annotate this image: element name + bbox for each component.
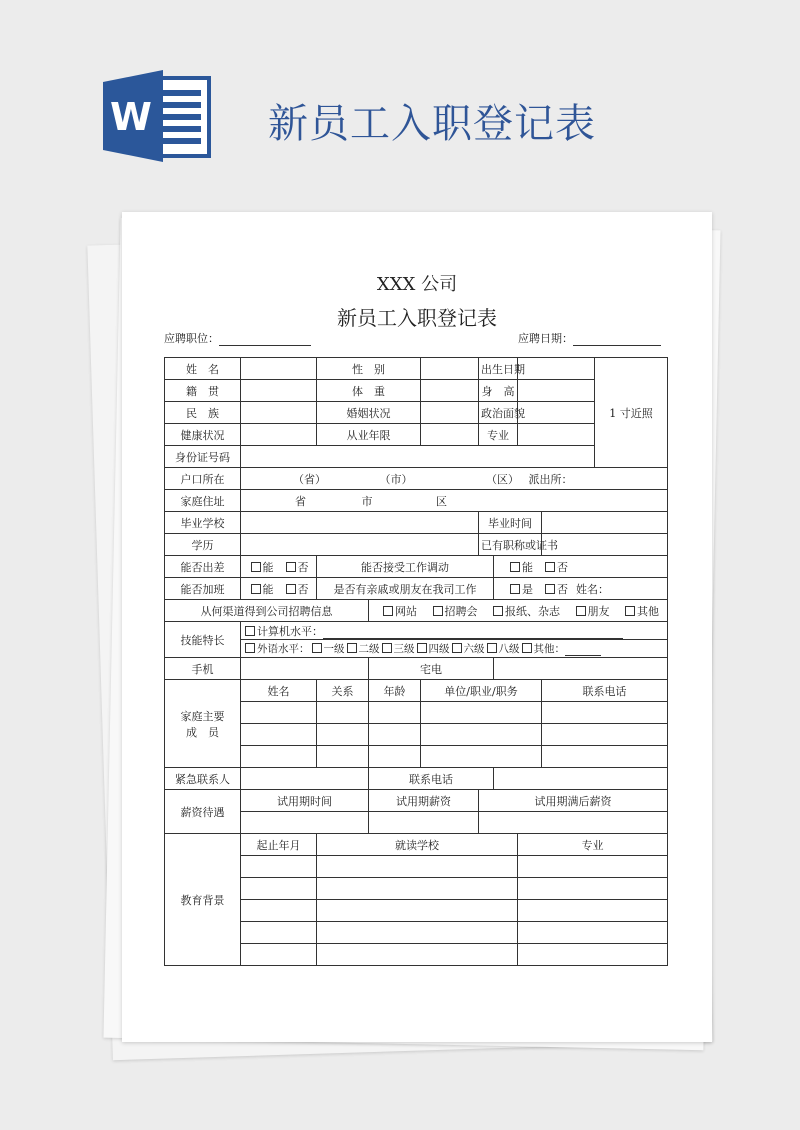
emergency-label: 紧急联系人 [165, 768, 241, 790]
channel-other-checkbox[interactable] [625, 606, 635, 616]
origin-cell[interactable] [241, 380, 317, 402]
edu-cell[interactable] [241, 856, 317, 878]
travel-label: 能否出差 [165, 556, 241, 578]
family-cell[interactable] [421, 702, 542, 724]
channel-fair-checkbox[interactable] [433, 606, 443, 616]
company-name: XXX 公司 [376, 274, 458, 295]
family-cell[interactable] [317, 724, 369, 746]
probation-time-header: 试用期时间 [241, 790, 369, 812]
relatives-no-label: 否 [557, 582, 568, 596]
computer-checkbox[interactable] [245, 626, 255, 636]
ethnicity-label: 民 族 [165, 402, 241, 424]
level-other-checkbox[interactable] [522, 643, 532, 653]
level-1-label: 一级 [323, 643, 345, 655]
channel-options [369, 600, 668, 622]
table-row [165, 944, 668, 966]
language-row [241, 640, 668, 658]
family-cell[interactable] [317, 746, 369, 768]
family-relation-header: 关系 [317, 680, 369, 702]
family-cell[interactable] [369, 724, 421, 746]
channel-fair-label: 招聘会 [444, 604, 478, 618]
level-1-checkbox[interactable] [312, 643, 322, 653]
relatives-no-checkbox[interactable] [545, 584, 555, 594]
channel-web-checkbox[interactable] [383, 606, 393, 616]
marital-cell[interactable] [421, 402, 479, 424]
years-label: 从业年限 [317, 424, 421, 446]
relatives-name-label: 姓名： [576, 582, 609, 596]
grad-time-label: 毕业时间 [479, 512, 542, 534]
birth-cell[interactable] [518, 358, 595, 380]
education-label: 学历 [165, 534, 241, 556]
family-label-line1: 家庭主要 [180, 709, 225, 723]
education-cell[interactable] [241, 534, 479, 556]
computer-row [241, 622, 668, 640]
gender-cell[interactable] [421, 358, 479, 380]
family-label-line2: 成 员 [186, 725, 219, 739]
salary-label: 薪资待遇 [165, 790, 241, 834]
school-label: 毕业学校 [165, 512, 241, 534]
id-label: 身份证号码 [165, 446, 241, 468]
family-cell[interactable] [542, 702, 668, 724]
hukou-district: （区） [486, 472, 519, 486]
edu-period-header: 起止年月 [241, 834, 317, 856]
school-cell[interactable] [241, 512, 479, 534]
table-row [165, 878, 668, 900]
document-page [122, 212, 712, 1042]
hukou-city: （市） [379, 472, 413, 486]
family-job-header: 单位/职业/职务 [421, 680, 542, 702]
marital-label: 婚姻状况 [317, 402, 421, 424]
edu-cell[interactable] [317, 944, 518, 966]
politics-cell[interactable] [518, 402, 595, 424]
language-checkbox[interactable] [245, 643, 255, 653]
hukou-cell[interactable] [241, 468, 668, 490]
overtime-yes-label: 能 [262, 582, 274, 596]
probation-salary-cell[interactable] [369, 812, 479, 834]
birth-label: 出生日期 [479, 358, 518, 380]
home-province: 省 [295, 494, 306, 508]
level-4-checkbox[interactable] [417, 643, 427, 653]
edu-cell[interactable] [241, 900, 317, 922]
overtime-options [241, 578, 317, 600]
politics-label: 政治面貌 [479, 402, 518, 424]
level-2-checkbox[interactable] [347, 643, 357, 653]
id-cell[interactable] [241, 446, 595, 468]
table-row [165, 702, 668, 724]
mobile-label: 手机 [165, 658, 241, 680]
family-cell[interactable] [369, 746, 421, 768]
channel-other-label: 其他 [637, 604, 659, 618]
origin-label: 籍 贯 [165, 380, 241, 402]
channel-web-label: 网站 [395, 604, 417, 618]
level-2-label: 二级 [358, 643, 380, 655]
transfer-yes-checkbox[interactable] [510, 562, 520, 572]
family-cell[interactable] [241, 746, 317, 768]
transfer-options [494, 556, 668, 578]
level-8-checkbox[interactable] [487, 643, 497, 653]
registration-table [164, 357, 668, 966]
health-cell[interactable] [241, 424, 317, 446]
edu-cell[interactable] [518, 922, 668, 944]
edu-school-header: 就读学校 [317, 834, 518, 856]
channel-friend-label: 朋友 [587, 604, 610, 618]
computer-line[interactable] [323, 628, 623, 639]
family-cell[interactable] [421, 724, 542, 746]
major-label: 专业 [479, 424, 518, 446]
table-row [165, 746, 668, 768]
family-cell[interactable] [241, 724, 317, 746]
level-6-checkbox[interactable] [452, 643, 462, 653]
edu-label: 教育背景 [165, 834, 241, 966]
table-row [165, 856, 668, 878]
home-phone-cell[interactable] [494, 658, 668, 680]
word-logo-icon [103, 70, 213, 162]
family-name-header: 姓名 [241, 680, 317, 702]
relatives-yes-label: 是 [522, 582, 533, 596]
word-logo-letter: W [110, 95, 152, 139]
table-row [165, 922, 668, 944]
family-cell[interactable] [241, 702, 317, 724]
date-field[interactable] [518, 330, 661, 346]
overtime-no-checkbox[interactable] [286, 584, 296, 594]
hukou-police: 派出所： [528, 472, 573, 486]
height-cell[interactable] [518, 380, 595, 402]
level-other-label: 其他： [533, 643, 565, 655]
family-phone-header: 联系电话 [542, 680, 668, 702]
header-title: 新员工入职登记表 [268, 101, 596, 147]
edu-cell[interactable] [241, 878, 317, 900]
level-3-label: 三级 [393, 643, 415, 655]
probation-salary-header: 试用期薪资 [369, 790, 479, 812]
family-label [165, 680, 241, 768]
emergency-phone-label: 联系电话 [369, 768, 494, 790]
ethnicity-cell[interactable] [241, 402, 317, 424]
edu-major-header: 专业 [518, 834, 668, 856]
relatives-yes-checkbox[interactable] [510, 584, 520, 594]
after-salary-cell[interactable] [479, 812, 668, 834]
overtime-label: 能否加班 [165, 578, 241, 600]
skills-label: 技能特长 [165, 622, 241, 658]
position-line[interactable] [219, 332, 311, 346]
years-cell[interactable] [421, 424, 479, 446]
date-label: 应聘日期： [518, 332, 573, 345]
channel-paper-label: 报纸、杂志 [505, 604, 560, 618]
family-cell[interactable] [542, 746, 668, 768]
emergency-cell[interactable] [241, 768, 369, 790]
hukou-province: （省） [293, 472, 326, 486]
travel-yes-label: 能 [262, 560, 274, 574]
edu-cell[interactable] [518, 878, 668, 900]
emergency-phone-cell[interactable] [494, 768, 668, 790]
edu-cell[interactable] [317, 922, 518, 944]
table-row [165, 724, 668, 746]
family-cell[interactable] [317, 702, 369, 724]
title-cert-label: 已有职称或证书 [479, 534, 542, 556]
level-other-line[interactable] [565, 645, 601, 656]
edu-cell[interactable] [317, 856, 518, 878]
edu-cell[interactable] [317, 878, 518, 900]
table-row [165, 900, 668, 922]
name-label: 姓 名 [165, 358, 241, 380]
family-cell[interactable] [542, 724, 668, 746]
channel-friend-checkbox[interactable] [576, 606, 586, 616]
language-label: 外语水平： [257, 643, 310, 655]
computer-label: 计算机水平： [257, 624, 323, 638]
level-4-label: 四级 [428, 643, 450, 655]
level-3-checkbox[interactable] [382, 643, 392, 653]
position-label: 应聘职位： [164, 332, 219, 345]
transfer-label: 能否接受工作调动 [317, 556, 494, 578]
level-8-label: 八级 [498, 643, 520, 655]
photo-cell[interactable]: 1 寸近照 [595, 358, 668, 468]
edu-cell[interactable] [317, 900, 518, 922]
travel-yes-checkbox[interactable] [251, 562, 261, 572]
height-label: 身 高 [479, 380, 518, 402]
home-district: 区 [436, 494, 447, 508]
family-cell[interactable] [369, 702, 421, 724]
gender-label: 性 别 [317, 358, 421, 380]
name-cell[interactable] [241, 358, 317, 380]
channel-paper-checkbox[interactable] [493, 606, 503, 616]
title-cert-cell[interactable] [542, 534, 668, 556]
document-title: 新员工入职登记表 [337, 306, 497, 330]
health-label: 健康状况 [165, 424, 241, 446]
hukou-label: 户口所在 [165, 468, 241, 490]
travel-no-label: 否 [297, 560, 309, 574]
home-cell[interactable] [241, 490, 668, 512]
edu-cell[interactable] [241, 944, 317, 966]
level-6-label: 六级 [463, 643, 485, 655]
major-cell[interactable] [518, 424, 595, 446]
edu-cell[interactable] [518, 856, 668, 878]
channel-label: 从何渠道得到公司招聘信息 [165, 600, 369, 622]
home-phone-label: 宅电 [369, 658, 494, 680]
home-label: 家庭住址 [165, 490, 241, 512]
edu-cell[interactable] [518, 944, 668, 966]
edu-cell[interactable] [241, 922, 317, 944]
weight-cell[interactable] [421, 380, 479, 402]
weight-label: 体 重 [317, 380, 421, 402]
overtime-no-label: 否 [297, 582, 309, 596]
transfer-yes-label: 能 [522, 560, 533, 574]
relatives-label: 是否有亲戚或朋友在我司工作 [317, 578, 494, 600]
grad-time-cell[interactable] [542, 512, 668, 534]
position-field[interactable] [164, 330, 311, 346]
transfer-no-label: 否 [557, 560, 568, 574]
transfer-no-checkbox[interactable] [545, 562, 555, 572]
probation-time-cell[interactable] [241, 812, 369, 834]
mobile-cell[interactable] [241, 658, 369, 680]
family-cell[interactable] [421, 746, 542, 768]
edu-cell[interactable] [518, 900, 668, 922]
travel-options [241, 556, 317, 578]
overtime-yes-checkbox[interactable] [251, 584, 261, 594]
relatives-options [494, 578, 668, 600]
after-salary-header: 试用期满后薪资 [479, 790, 668, 812]
home-city: 市 [361, 494, 373, 508]
date-line[interactable] [573, 332, 661, 346]
travel-no-checkbox[interactable] [286, 562, 296, 572]
family-age-header: 年龄 [369, 680, 421, 702]
